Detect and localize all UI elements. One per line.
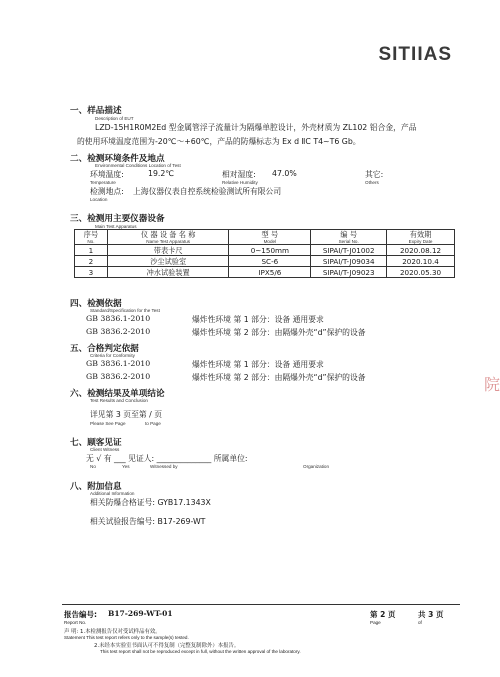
standard-desc: 爆炸性环境 第 1 部分：设备 通用要求 bbox=[192, 315, 324, 324]
section-6-title: 六、检测结果及单项结论 bbox=[70, 389, 165, 399]
others-label: 其它: bbox=[365, 170, 384, 179]
see-page-en: Please See Page bbox=[90, 421, 126, 426]
footer-divider bbox=[62, 604, 460, 605]
page-number: 第 2 页 bbox=[370, 610, 396, 619]
header-cell: 型 号 Model bbox=[229, 230, 311, 245]
standard-code: GB 3836.1-2010 bbox=[86, 314, 151, 323]
table-cell: 2020.10.4 bbox=[387, 256, 455, 267]
table-cell: 冲水试验装置 bbox=[107, 267, 229, 278]
table-cell: 3 bbox=[75, 267, 108, 278]
header-cell: 编 号 Serial No. bbox=[311, 230, 387, 245]
table-cell: 0~150mm bbox=[229, 245, 311, 256]
table-cell: 带表卡尺 bbox=[107, 245, 229, 256]
table-cell: 2020.05.30 bbox=[387, 267, 455, 278]
temperature-value: 19.2℃ bbox=[148, 169, 175, 178]
location-value: 上海仪器仪表自控系统检验测试所有限公司 bbox=[133, 187, 282, 196]
temperature-en: Temperature bbox=[90, 180, 116, 185]
section-6-en: Test Results and Conclusion bbox=[90, 398, 148, 403]
table-cell: SIPAI/T-J09034 bbox=[311, 256, 387, 267]
table-row bbox=[75, 256, 455, 267]
statement-en1: Statement This test report refers only to the sample(s) tested. bbox=[64, 635, 189, 640]
company-logo: SITIIAS bbox=[378, 44, 452, 65]
humidity-value: 47.0% bbox=[272, 169, 297, 178]
report-no-label: 报告编号: bbox=[64, 610, 97, 619]
witnessed-by-en: Witnessed by bbox=[150, 464, 178, 469]
cert-number: 相关防爆合格证号: GYB17.1343X bbox=[90, 498, 211, 507]
statement-line2: 2.未经本实验室书面认可不得复制（完整复制除外）本报告。 bbox=[94, 643, 240, 649]
section-8-en: Additional Information bbox=[90, 491, 135, 496]
humidity-en: Relative Humidity bbox=[222, 180, 258, 185]
standard-code: GB 3836.2-2010 bbox=[86, 327, 151, 336]
report-no-value: B17-269-WT-01 bbox=[108, 609, 173, 618]
criteria-code: GB 3836.1-2010 bbox=[86, 359, 151, 368]
page-en: Page bbox=[370, 620, 381, 625]
section-1-title: 一、样品描述 bbox=[70, 106, 122, 116]
apparatus-table bbox=[74, 229, 455, 278]
section-2-en: Environmental Conditions Location of Test bbox=[95, 163, 181, 168]
table-cell: 2 bbox=[75, 256, 108, 267]
statement-line1: 声 明: 1.本检测报告仅对受试样品有效。 bbox=[64, 629, 161, 635]
seal-stamp: 院 bbox=[483, 375, 500, 394]
section-2-title: 二、检测环境条件及地点 bbox=[70, 154, 165, 164]
section-4-en: Standard/Specification for the Test bbox=[90, 308, 160, 313]
section-7-en: Client Witness bbox=[90, 447, 120, 452]
eut-desc-line2: 的使用环境温度范围为-20℃～+60℃，产品的防爆标志为 Ex d ⅡC T4~T6 Gb。 bbox=[77, 137, 361, 146]
statement-en2: This test report shall not be reproduced except in full, without the written approval of the laboratory. bbox=[100, 649, 301, 654]
organization-en: Organization bbox=[303, 464, 330, 469]
table-cell: IPX5/6 bbox=[229, 267, 311, 278]
location-en: Location bbox=[90, 197, 108, 202]
table-row bbox=[75, 245, 455, 256]
table-cell: 沙尘试验室 bbox=[107, 256, 229, 267]
section-1-en: Description of EUT bbox=[95, 116, 134, 121]
section-7-title: 七、顾客见证 bbox=[70, 438, 122, 448]
to-page-en: to Page bbox=[145, 421, 161, 426]
location-label: 检测地点: bbox=[90, 187, 124, 196]
eut-desc-line1: LZD-15H1R0M2Ed 型金属管浮子流量计为隔爆单腔设计，外壳材质为 ZL102 铝合金，产品 bbox=[95, 123, 417, 132]
section-5-title: 五、合格判定依据 bbox=[70, 344, 139, 354]
humidity-label: 相对湿度: bbox=[222, 170, 256, 179]
others-en: Others bbox=[365, 180, 379, 185]
section-4-title: 四、检测依据 bbox=[70, 299, 122, 309]
header-cell: 序号 No. bbox=[75, 230, 108, 245]
table-header-row bbox=[75, 230, 455, 245]
table-cell: SIPAI/T-J01002 bbox=[311, 245, 387, 256]
header-cell: 仪 器 设 备 名 称 Name Test Apparatus bbox=[107, 230, 229, 245]
section-5-en: Criteria for Conformity bbox=[90, 353, 135, 358]
table-cell: SIPAI/T-J09023 bbox=[311, 267, 387, 278]
criteria-code: GB 3836.2-2010 bbox=[86, 372, 151, 381]
related-report-number: 相关试验报告编号: B17-269-WT bbox=[90, 517, 206, 526]
temperature-label: 环境温度: bbox=[90, 170, 124, 179]
report-no-en: Report No. bbox=[64, 620, 87, 625]
page-total: 共 3 页 bbox=[418, 610, 444, 619]
criteria-desc: 爆炸性环境 第 1 部分：设备 通用要求 bbox=[192, 360, 324, 369]
table-cell: SC-6 bbox=[229, 256, 311, 267]
no-en: No bbox=[90, 464, 96, 469]
witness-line: 无 √ 有 ___ 见证人: ______________ 所属单位: bbox=[86, 454, 248, 463]
section-3-en: Main Test Apparatus bbox=[95, 224, 137, 229]
yes-en: Yes bbox=[122, 464, 130, 469]
header-cell: 有效期 Expiry Date bbox=[387, 230, 455, 245]
see-page-text: 详见第 3 页至第 / 页 bbox=[90, 410, 163, 419]
section-8-title: 八、附加信息 bbox=[70, 482, 122, 492]
criteria-desc: 爆炸性环境 第 2 部分：由隔爆外壳“d”保护的设备 bbox=[192, 373, 366, 382]
section-3-title: 三、检测用主要仪器设备 bbox=[70, 214, 165, 224]
standard-desc: 爆炸性环境 第 2 部分：由隔爆外壳“d”保护的设备 bbox=[192, 328, 366, 337]
table-row bbox=[75, 267, 455, 278]
of-en: of bbox=[418, 620, 422, 625]
table-cell: 1 bbox=[75, 245, 108, 256]
table-cell: 2020.08.12 bbox=[387, 245, 455, 256]
